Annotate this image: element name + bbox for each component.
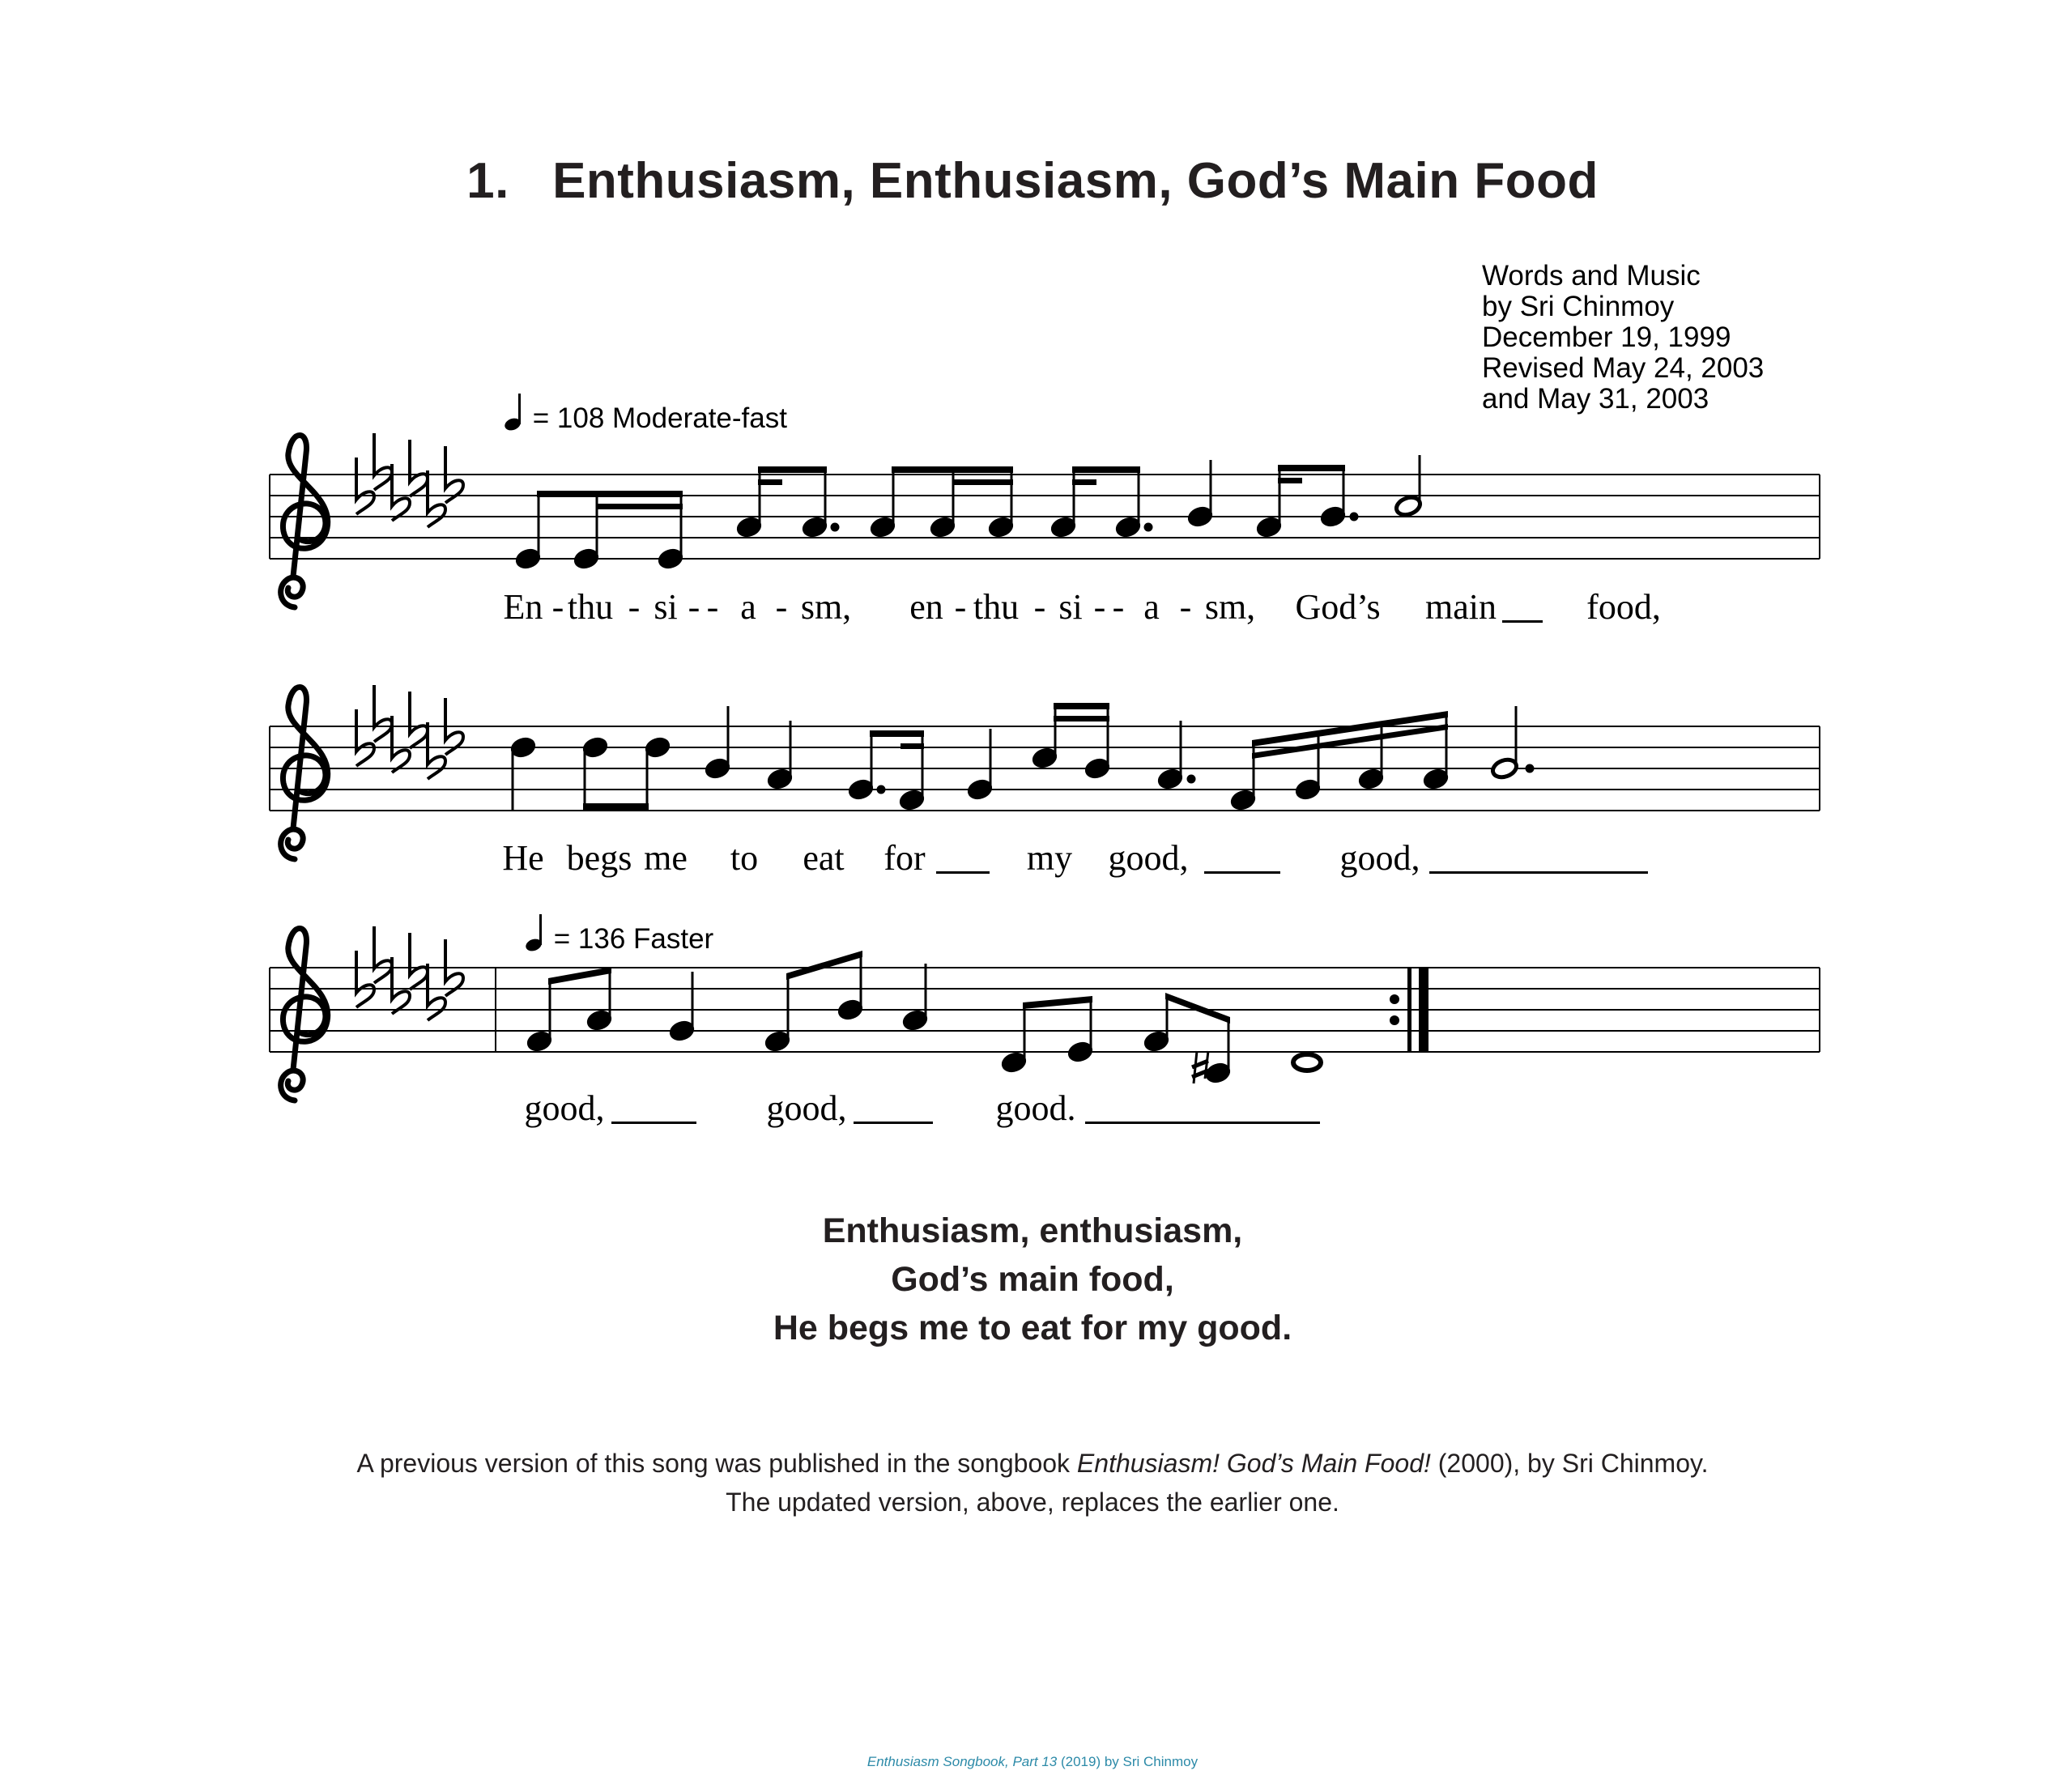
lyric-syllable: - xyxy=(1093,587,1106,627)
lyric-extender-line xyxy=(936,871,990,874)
lyric-syllable: begs xyxy=(566,838,632,878)
notes-system-1 xyxy=(514,455,1422,570)
note-line-2: The updated version, above, replaces the earlier one. xyxy=(726,1488,1339,1517)
lyric-syllable: si xyxy=(654,587,678,627)
key-signature xyxy=(356,685,463,779)
lyric-syllable: sm, xyxy=(800,587,852,627)
lyric-syllable: a xyxy=(1143,587,1160,627)
lyric-syllable: sm, xyxy=(1204,587,1256,627)
lyric-syllable: God’s xyxy=(1295,587,1381,627)
tempo-text: = 108 Moderate-fast xyxy=(532,402,787,434)
staff-system-2 xyxy=(270,726,1820,811)
page-footer xyxy=(0,1754,2065,1770)
staff-system-1 xyxy=(270,475,1820,559)
credits-line: December 19, 1999 xyxy=(1482,321,1731,353)
lyric-syllable: good. xyxy=(995,1088,1076,1128)
footer-book-title: Enthusiasm Songbook, Part 13 xyxy=(866,1754,1058,1769)
lyrics-line: He begs me to eat for my good. xyxy=(773,1309,1292,1347)
song-title-text: Enthusiasm, Enthusiasm, God’s Main Food xyxy=(552,153,1599,209)
lyric-syllable: - xyxy=(1112,587,1125,627)
treble-clef-icon xyxy=(281,687,328,860)
lyric-syllable: En xyxy=(503,587,543,627)
notes-system-2 xyxy=(509,703,1533,811)
lyrics-text-block xyxy=(0,1207,2065,1352)
lyric-syllable: en xyxy=(909,587,943,627)
lyric-syllable: good, xyxy=(1108,838,1189,878)
footer-text: (2019) by Sri Chinmoy xyxy=(1057,1754,1199,1769)
lyric-syllable: - xyxy=(1033,587,1046,627)
lyric-syllable: good, xyxy=(766,1088,847,1128)
credits-line: by Sri Chinmoy xyxy=(1482,291,1675,322)
lyrics-line: God’s main food, xyxy=(891,1260,1174,1299)
lyric-syllable: main xyxy=(1425,587,1497,627)
lyric-extender-line xyxy=(854,1122,933,1124)
lyric-syllable: - xyxy=(628,587,641,627)
lyric-syllable: - xyxy=(954,587,967,627)
note-text: (2000), by Sri Chinmoy. xyxy=(1430,1449,1709,1478)
lyric-extender-line xyxy=(1502,620,1543,623)
lyric-extender-line xyxy=(1085,1122,1320,1124)
note-line-1 xyxy=(0,1444,2065,1483)
lyric-syllable: si xyxy=(1058,587,1083,627)
lyric-syllable: my xyxy=(1026,838,1073,878)
lyric-syllable: - xyxy=(706,587,719,627)
lyric-syllable: good, xyxy=(1339,838,1420,878)
lyric-syllable: - xyxy=(1179,587,1192,627)
lyric-syllable: a xyxy=(740,587,756,627)
lyric-syllable: - xyxy=(775,587,788,627)
tempo-text: = 136 Faster xyxy=(553,923,714,955)
staff-system-3 xyxy=(270,968,1820,1052)
lyric-syllable: for xyxy=(883,838,926,878)
lyric-syllable: He xyxy=(502,838,544,878)
lyric-syllable: good, xyxy=(524,1088,605,1128)
lyric-syllable: me xyxy=(644,838,688,878)
lyric-syllable: thu xyxy=(973,587,1020,627)
treble-clef-icon xyxy=(281,436,328,608)
lyric-syllable: food, xyxy=(1586,587,1661,627)
lyric-syllable: - xyxy=(551,587,564,627)
lyric-extender-line xyxy=(1429,871,1648,874)
credits-line: and May 31, 2003 xyxy=(1482,383,1709,415)
lyric-syllable: eat xyxy=(803,838,845,878)
lyric-syllable: to xyxy=(730,838,759,878)
credits-line: Words and Music xyxy=(1482,260,1701,292)
publication-note xyxy=(0,1444,2065,1522)
treble-clef-icon xyxy=(281,929,328,1101)
lyric-extender-line xyxy=(611,1122,696,1124)
songbook-title: Enthusiasm! God’s Main Food! xyxy=(1076,1449,1431,1478)
key-signature xyxy=(356,433,463,527)
lyric-syllable: - xyxy=(688,587,700,627)
credits-line: Revised May 24, 2003 xyxy=(1482,352,1765,384)
lyrics-line: Enthusiasm, enthusiasm, xyxy=(822,1211,1243,1250)
notes-system-3 xyxy=(526,951,1428,1084)
lyric-extender-line xyxy=(1204,871,1280,874)
lyric-syllable: thu xyxy=(567,587,614,627)
note-text: A previous version of this song was published in the songbook xyxy=(356,1449,1077,1478)
key-signature xyxy=(356,926,463,1020)
song-number: 1. xyxy=(466,153,509,209)
